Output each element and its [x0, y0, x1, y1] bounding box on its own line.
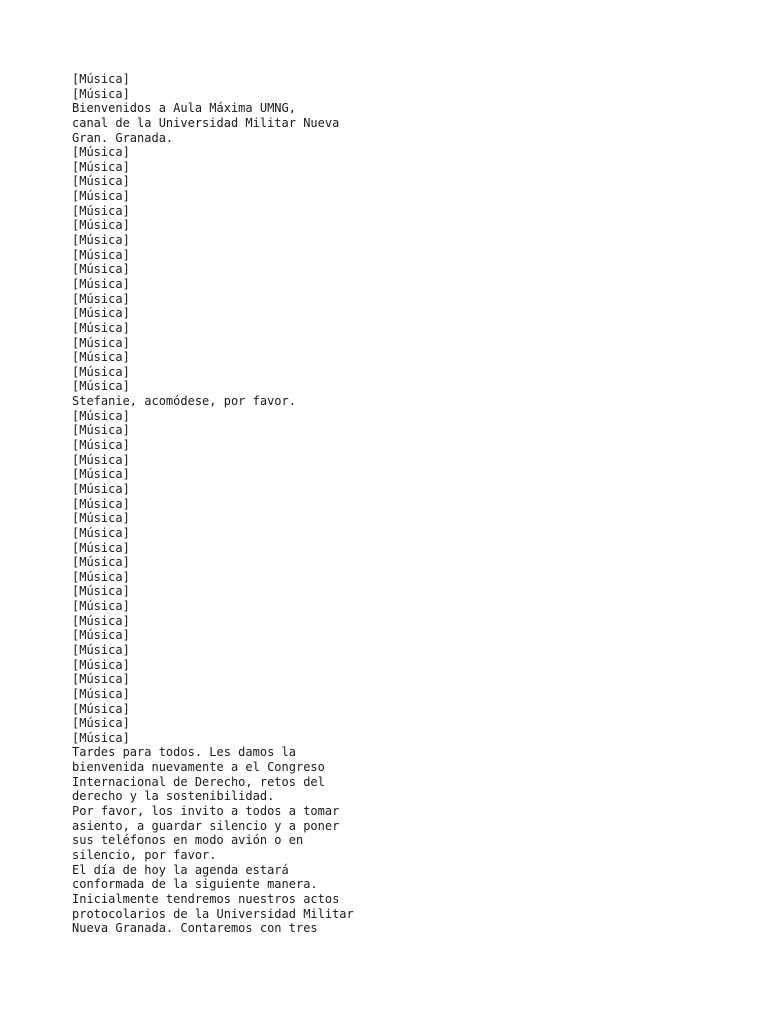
- transcript-line: [Música]: [72, 599, 130, 614]
- transcript-line: [Música]: [72, 203, 130, 218]
- transcript-line: [Música]: [72, 423, 130, 438]
- transcript-line: Por favor, los invito a todos a tomar: [72, 804, 340, 819]
- transcript-line: [Música]: [72, 247, 130, 262]
- transcript-line: [Música]: [72, 496, 130, 511]
- transcript-line: [Música]: [72, 730, 130, 745]
- transcript-line: Internacional de Derecho, retos del: [72, 774, 325, 789]
- transcript-line: [Música]: [72, 642, 130, 657]
- transcript-line: [Música]: [72, 379, 130, 394]
- transcript-line: Nueva Granada. Contaremos con tres: [72, 921, 318, 936]
- transcript-line: conformada de la siguiente manera.: [72, 877, 318, 892]
- transcript-line: [Música]: [72, 481, 130, 496]
- transcript-line: [Música]: [72, 701, 130, 716]
- transcript-line: [Música]: [72, 511, 130, 526]
- transcript-line: [Música]: [72, 452, 130, 467]
- transcript-line: [Música]: [72, 438, 130, 453]
- transcript-line: [Música]: [72, 686, 130, 701]
- transcript-line: Inicialmente tendremos nuestros actos: [72, 891, 340, 906]
- transcript-line: bienvenida nuevamente a el Congreso: [72, 760, 325, 775]
- transcript-line: [Música]: [72, 306, 130, 321]
- transcript-line: [Música]: [72, 189, 130, 204]
- transcript-line: [Música]: [72, 276, 130, 291]
- transcript-text: [72, 72, 692, 936]
- transcript-line: [Música]: [72, 350, 130, 365]
- transcript-line: Bienvenidos a Aula Máxima UMNG,: [72, 101, 296, 116]
- transcript-line: El día de hoy la agenda estará: [72, 862, 289, 877]
- transcript-line: silencio, por favor.: [72, 847, 217, 862]
- transcript-line: sus teléfonos en modo avión o en: [72, 833, 304, 848]
- transcript-line: Tardes para todos. Les damos la: [72, 745, 296, 760]
- transcript-line: [Música]: [72, 262, 130, 277]
- transcript-line: [Música]: [72, 86, 130, 101]
- transcript-line: [Música]: [72, 672, 130, 687]
- transcript-line: [Música]: [72, 233, 130, 248]
- transcript-line: [Música]: [72, 335, 130, 350]
- transcript-line: [Música]: [72, 628, 130, 643]
- transcript-line: [Música]: [72, 174, 130, 189]
- transcript-line: [Música]: [72, 291, 130, 306]
- transcript-line: [Música]: [72, 408, 130, 423]
- transcript-line: [Música]: [72, 613, 130, 628]
- transcript-line: [Música]: [72, 584, 130, 599]
- transcript-line: [Música]: [72, 364, 130, 379]
- transcript-line: [Música]: [72, 145, 130, 160]
- transcript-line: [Música]: [72, 657, 130, 672]
- transcript-line: [Música]: [72, 467, 130, 482]
- transcript-line: [Música]: [72, 525, 130, 540]
- transcript-line: asiento, a guardar silencio y a poner: [72, 818, 340, 833]
- transcript-line: protocolarios de la Universidad Militar: [72, 906, 354, 921]
- transcript-line: [Música]: [72, 218, 130, 233]
- transcript-line: derecho y la sostenibilidad.: [72, 789, 275, 804]
- transcript-line: [Música]: [72, 320, 130, 335]
- transcript-line: [Música]: [72, 569, 130, 584]
- transcript-line: [Música]: [72, 159, 130, 174]
- transcript-line: Gran. Granada.: [72, 130, 174, 145]
- transcript-line: [Música]: [72, 72, 130, 86]
- transcript-line: [Música]: [72, 540, 130, 555]
- transcript-line: canal de la Universidad Militar Nueva: [72, 115, 340, 130]
- transcript-line: [Música]: [72, 555, 130, 570]
- transcript-line: Stefanie, acomódese, por favor.: [72, 394, 296, 409]
- transcript-line: [Música]: [72, 716, 130, 731]
